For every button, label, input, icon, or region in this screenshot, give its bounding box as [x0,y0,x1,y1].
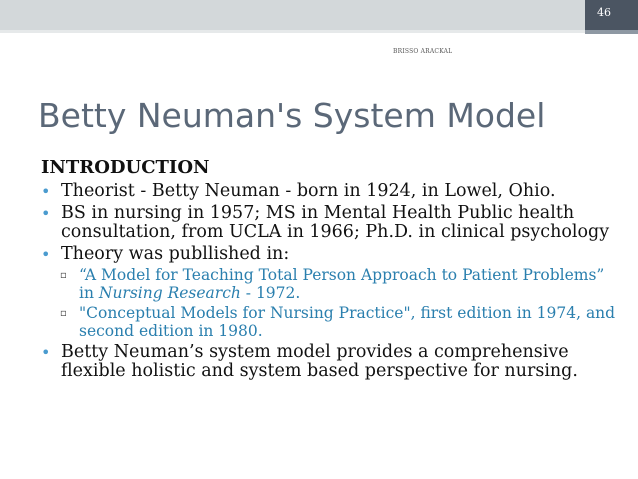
page-number: 46 [597,6,611,19]
bullet-marker: • [41,204,51,223]
bullet-item [41,204,621,242]
bullet-marker: • [41,182,51,201]
bullet-item [41,245,621,264]
bullet-marker: • [41,343,51,362]
bullet-item [41,343,621,381]
bullet-text: Theorist - Betty Neuman - born in 1924, in Lowel, Ohio. [61,181,556,201]
sub-bullet-item [41,267,621,302]
page-number-tab-edge [585,30,638,34]
sub-bullet-item [41,305,621,340]
bullet-text: BS in nursing in 1957; MS in Mental Health Public health consultation, from UCLA in 1966; Ph.D. in clinical psychology [61,203,610,242]
bullet-text: Theory was publlished in: [61,244,290,264]
slide-content [41,158,621,384]
sub-bullet-text: "Conceptual Models for Nursing Practice", first edition in 1974, and second edition in 1980. [79,304,616,340]
sub-bullet-text-end: - 1972. [240,283,301,302]
bullet-marker: • [41,245,51,264]
bullet-item [41,182,621,201]
author-footer: BRISSO ARACKAL [393,48,453,55]
sub-bullet-marker: ▫ [60,308,67,319]
journal-name: Nursing Research [98,283,241,302]
sub-bullet-marker: ▫ [60,270,67,281]
section-heading: INTRODUCTION [41,157,210,178]
header-band [0,0,600,30]
slide-title: Betty Neuman's System Model [38,96,546,135]
sub-bullet-text: “A Model for Teaching Total Person Approach to Patient Problems” in [79,266,605,302]
header-band-edge [0,30,600,33]
bullet-text: Betty Neuman’s system model provides a comprehensive flexible holistic and system based perspective for nursing. [61,342,578,381]
